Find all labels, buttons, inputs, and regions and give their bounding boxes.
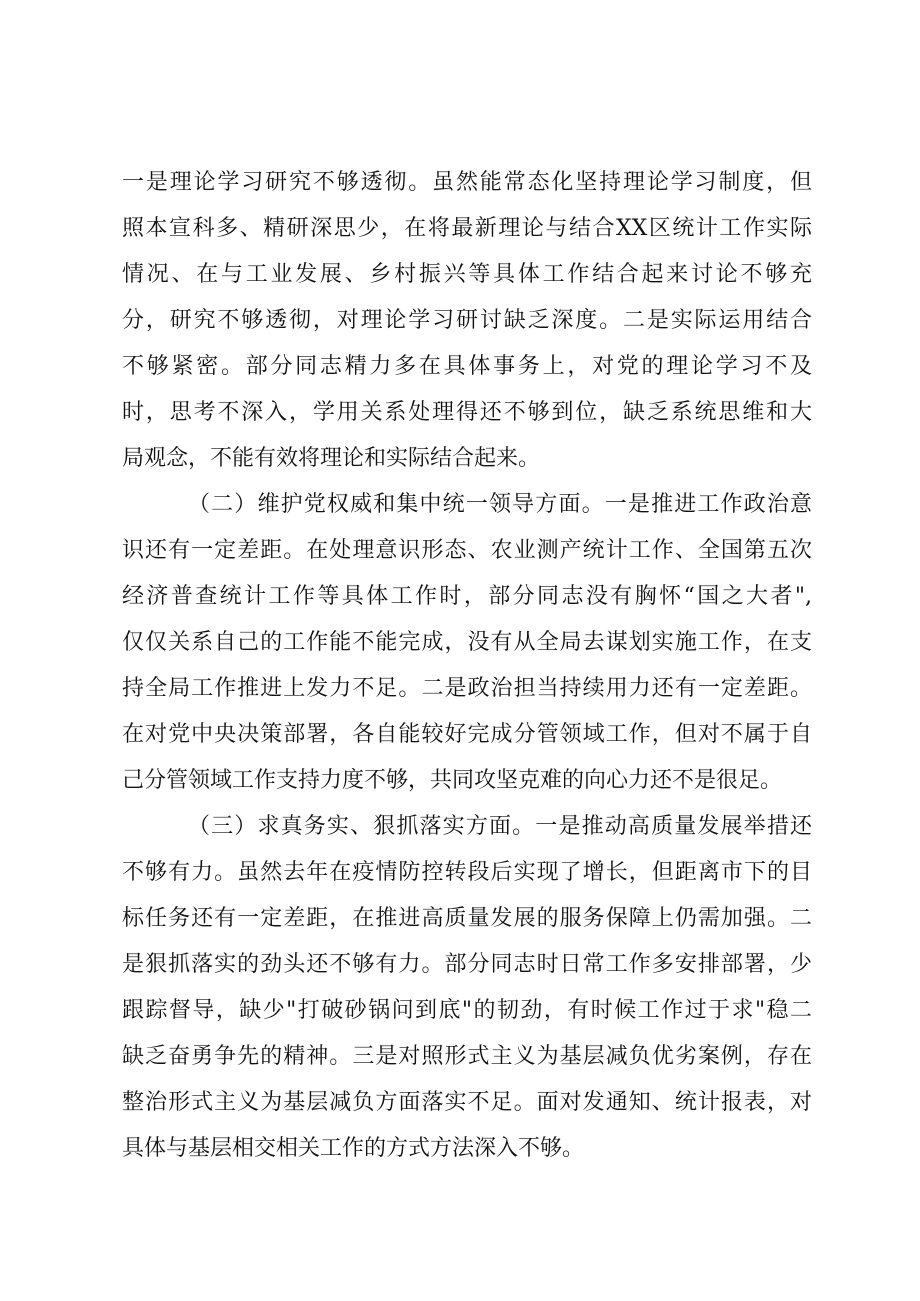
- section-heading-line: （二）维护党权威和集中统一领导方面。一是推进工作政治意: [188, 492, 812, 517]
- text-line: 情况、在与工业发展、乡村振兴等具体工作结合起来讨论不够充: [122, 262, 812, 287]
- text-line: 照本宣科多、精研深思少，在将最新理论与结合XX区统计工作实际: [122, 216, 812, 241]
- text-line: 识还有一定差距。在处理意识形态、农业测产统计工作、全国第五次: [122, 538, 812, 563]
- text-line: 仅仅关系自己的工作能不能完成，没有从全局去谋划实施工作，在支: [122, 630, 812, 655]
- text-line: 经济普查统计工作等具体工作时，部分同志没有胸怀“国之大者",: [122, 584, 812, 609]
- text-line: 标任务还有一定差距，在推进高质量发展的服务保障上仍需加强。二: [122, 906, 812, 931]
- text-line: 在对党中央决策部署，各自能较好完成分管领域工作，但对不属于自: [122, 722, 812, 747]
- text-line: 一是理论学习研究不够透彻。虽然能常态化坚持理论学习制度，但: [122, 170, 812, 195]
- text-line: 己分管领域工作支持力度不够，共同攻坚克难的向心力还不是很足。: [122, 768, 783, 793]
- text-line: 是狠抓落实的劲头还不够有力。部分同志时日常工作多安排部署，少: [122, 952, 812, 977]
- text-line: 不够紧密。部分同志精力多在具体事务上，对党的理论学习不及: [122, 354, 812, 379]
- text-line: 跟踪督导，缺少"打破砂锅问到底"的韧劲，有时候工作过于求"稳二: [122, 998, 812, 1023]
- text-line: 不够有力。虽然去年在疫情防控转段后实现了增长，但距离市下的目: [122, 860, 812, 885]
- text-line: 具体与基层相交相关工作的方式方法深入不够。: [122, 1136, 585, 1161]
- text-line: 缺乏奋勇争先的精神。三是对照形式主义为基层减负优劣案例，存在: [122, 1044, 812, 1069]
- section-heading-line: （三）求真务实、狠抓落实方面。一是推动高质量发展举措还: [188, 814, 812, 839]
- text-line: 整治形式主义为基层减负方面落实不足。面对发通知、统计报表，对: [122, 1090, 812, 1115]
- text-line: 局观念，不能有效将理论和实际结合起来。: [122, 446, 541, 471]
- document-body: [122, 160, 812, 1172]
- text-line: 持全局工作推进上发力不足。二是政治担当持续用力还有一定差距。: [122, 676, 812, 701]
- text-line: 时，思考不深入，学用关系处理得还不够到位，缺乏系统思维和大: [122, 400, 812, 425]
- text-line: 分，研究不够透彻，对理论学习研讨缺乏深度。二是实际运用结合: [122, 308, 812, 333]
